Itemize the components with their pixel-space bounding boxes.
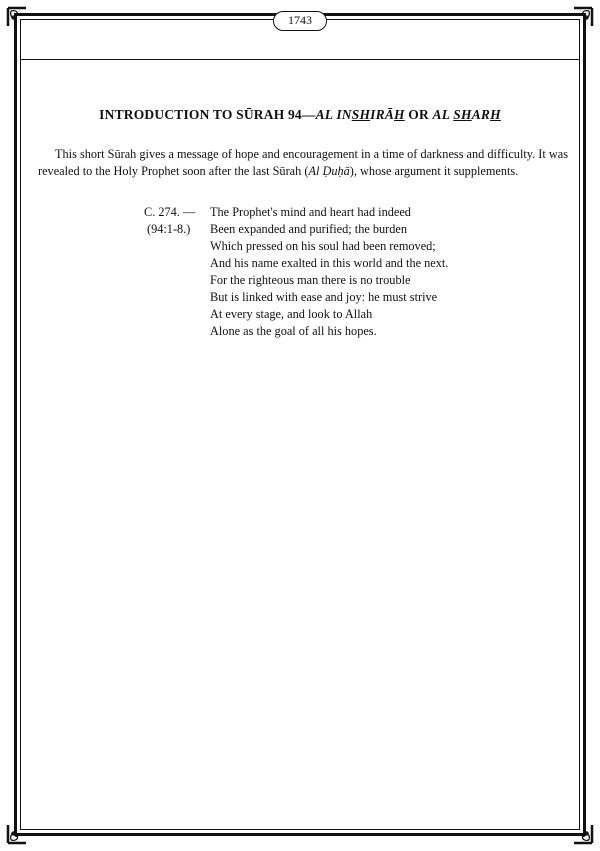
title-name2-h: H bbox=[490, 107, 501, 122]
title-name1-b: IRĀ bbox=[370, 107, 395, 122]
corner-ornament-icon bbox=[572, 6, 594, 28]
intro-surah-name: Al Ḍuḥā bbox=[308, 164, 350, 178]
page-title bbox=[0, 107, 600, 123]
verse-line: For the righteous man there is no trouble bbox=[210, 273, 411, 287]
verse-line: And his name exalted in this world and the next. bbox=[210, 256, 449, 270]
title-name2-sh: SH bbox=[453, 107, 472, 122]
verse-lines bbox=[210, 204, 510, 340]
corner-ornament-icon bbox=[6, 823, 28, 845]
title-name1-sh: SH bbox=[351, 107, 371, 122]
verse-reference: (94:1-8.) bbox=[147, 222, 191, 236]
verse-line: At every stage, and look to Allah bbox=[210, 307, 373, 321]
verse-line: But is linked with ease and joy: he must strive bbox=[210, 290, 438, 304]
page-border-inner bbox=[20, 19, 580, 830]
verse-line: Alone as the goal of all his hopes. bbox=[210, 324, 377, 338]
verse-line: Been expanded and purified; the burden bbox=[210, 222, 408, 236]
title-prefix: INTRODUCTION TO SŪRAH 94— bbox=[99, 107, 316, 122]
verse-line: The Prophet's mind and heart had indeed bbox=[210, 205, 411, 219]
verse-line: Which pressed on his soul had been removed; bbox=[210, 239, 436, 253]
page-number: 1743 bbox=[273, 11, 327, 31]
reference-column bbox=[144, 204, 210, 238]
commentary-number: C. 274. — bbox=[144, 205, 196, 219]
intro-paragraph bbox=[38, 146, 568, 180]
title-name1-a: AL IN bbox=[315, 107, 352, 122]
title-name2-b: AR bbox=[471, 107, 491, 122]
corner-ornament-icon bbox=[572, 823, 594, 845]
corner-ornament-icon bbox=[6, 6, 28, 28]
intro-text-after: ), whose argument it supplements. bbox=[349, 164, 519, 178]
header-divider bbox=[20, 59, 580, 60]
title-name2-a: AL bbox=[432, 107, 454, 122]
title-name1-h: H bbox=[394, 107, 405, 122]
title-middle: OR bbox=[404, 107, 433, 122]
intro-text-before: This short Sūrah gives a message of hope and encouragement in a time of darkness and difficulty. It was revealed to the Holy Prophet soon after the last Sūrah ( bbox=[38, 147, 568, 178]
